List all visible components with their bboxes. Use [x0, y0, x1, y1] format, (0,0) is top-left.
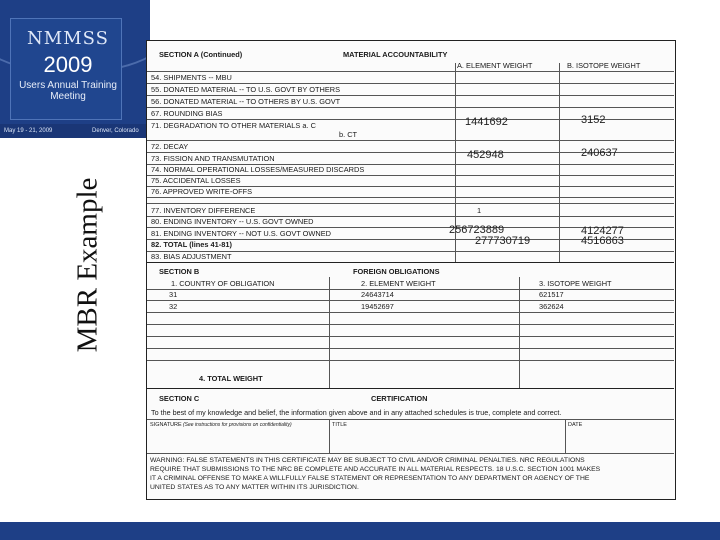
- col-element-header: 2. ELEMENT WEIGHT: [361, 279, 436, 288]
- rule: [147, 348, 674, 349]
- isotope-cell: 621517: [539, 290, 564, 299]
- line-71a-isotope: 3152: [581, 114, 606, 126]
- signature-note: (See instructions for provisions on confidentiality): [183, 422, 292, 428]
- warning-line: WARNING: FALSE STATEMENTS IN THIS CERTIFICATE MAY BE SUBJECT TO CIVIL AND/OR CRIMINAL PENALTIES. NRC REGULATIONS: [150, 457, 585, 464]
- col-b-header: B. ISOTOPE WEIGHT: [567, 61, 641, 70]
- line-label: 72. DECAY: [151, 142, 189, 151]
- rule: [147, 312, 674, 313]
- rule: [147, 360, 674, 361]
- line-label: 80. ENDING INVENTORY -- U.S. GOVT OWNED: [151, 217, 314, 226]
- line-81-element: 256723889: [449, 224, 505, 236]
- rule: [147, 324, 674, 325]
- rule: [147, 71, 674, 72]
- section-a-heading: MATERIAL ACCOUNTABILITY: [343, 50, 448, 59]
- line-label: 54. SHIPMENTS -- MBU: [151, 73, 232, 82]
- col-divider: [329, 419, 330, 453]
- rule: [147, 419, 674, 420]
- meeting-dates: May 19 - 21, 2009: [4, 128, 53, 134]
- line-82-isotope: 4516863: [581, 235, 624, 247]
- col-divider-b: [559, 63, 560, 263]
- signature-label: SIGNATURE: [150, 422, 182, 428]
- col-divider: [329, 277, 330, 389]
- col-isotope-header: 3. ISOTOPE WEIGHT: [539, 279, 612, 288]
- warning-line: UNITED STATES AS TO ANY MATTER WITHIN ITS JURISDICTION.: [150, 484, 359, 491]
- footer-bar: [0, 522, 720, 540]
- rule: [147, 203, 674, 204]
- logo-org-text: NMMSS: [27, 28, 109, 49]
- line-71a-element: 1441692: [465, 116, 508, 128]
- logo-subtitle: Users Annual Training Meeting: [19, 80, 117, 102]
- section-divider: [147, 388, 674, 389]
- rule: [147, 453, 674, 454]
- line-label: 56. DONATED MATERIAL -- TO OTHERS BY U.S. GOVT: [151, 97, 341, 106]
- rule: [147, 107, 674, 108]
- rule: [147, 95, 674, 96]
- line-73-isotope: 240637: [581, 147, 618, 159]
- line-label: 77. INVENTORY DIFFERENCE: [151, 206, 256, 215]
- section-b-title: SECTION B: [159, 267, 200, 276]
- section-c-title: SECTION C: [159, 394, 200, 403]
- line-label: 55. DONATED MATERIAL -- TO U.S. GOVT BY OTHERS: [151, 85, 341, 94]
- mbr-form: [146, 40, 676, 500]
- slide-title: [68, 150, 108, 380]
- warning-line: IT A CRIMINAL OFFENSE TO MAKE A WILLFULLY FALSE STATEMENT OR REPRESENTATION TO ANY DEPARTMENT OR AGENCY OF THE: [150, 475, 590, 482]
- element-cell: 24643714: [361, 290, 394, 299]
- col-country-header: 1. COUNTRY OF OBLIGATION: [171, 279, 275, 288]
- country-cell: 32: [169, 302, 178, 311]
- col-a-header: A. ELEMENT WEIGHT: [457, 61, 533, 70]
- logo-year: 2009: [43, 52, 93, 77]
- country-cell: 31: [169, 290, 178, 299]
- meeting-date-strip: [0, 124, 150, 138]
- col-divider: [519, 277, 520, 389]
- meeting-location: Denver, Colorado: [92, 128, 139, 134]
- total-weight-label: 4. TOTAL WEIGHT: [199, 374, 263, 383]
- line-label: 67. ROUNDING BIAS: [151, 109, 223, 118]
- section-a-title: SECTION A (Continued): [159, 50, 243, 59]
- conference-logo: [0, 0, 150, 135]
- section-c-heading: CERTIFICATION: [371, 394, 428, 403]
- line-82-element: 277730719: [475, 235, 531, 247]
- date-label: DATE: [568, 422, 583, 428]
- warning-line: REQUIRE THAT SUBMISSIONS TO THE NRC BE COMPLETE AND ACCURATE IN ALL MATERIAL RESPECTS. 18 U.S.C. SECTION 1001 MAKES: [150, 466, 601, 473]
- line-label: 83. BIAS ADJUSTMENT: [151, 252, 232, 261]
- line-label: 82. TOTAL (lines 41-81): [151, 240, 232, 249]
- line-label: 73. FISSION AND TRANSMUTATION: [151, 154, 275, 163]
- element-cell: 19452697: [361, 302, 394, 311]
- rule: [147, 336, 674, 337]
- line-73-element: 452948: [467, 149, 504, 161]
- rule: [147, 83, 674, 84]
- col-divider: [565, 419, 566, 453]
- line-label: 74. NORMAL OPERATIONAL LOSSES/MEASURED DISCARDS: [151, 165, 365, 174]
- certification-statement: To the best of my knowledge and belief, the information given above and in any attached schedules is true, complete and correct.: [151, 408, 562, 417]
- rule: [147, 140, 674, 141]
- rule: [147, 197, 674, 198]
- line-label: 76. APPROVED WRITE-OFFS: [151, 187, 253, 196]
- line-label: 81. ENDING INVENTORY -- NOT U.S. GOVT OWNED: [151, 229, 332, 238]
- section-b-heading: FOREIGN OBLIGATIONS: [353, 267, 440, 276]
- line-label: 75. ACCIDENTAL LOSSES: [151, 176, 241, 185]
- slide-title-text: MBR Example: [71, 177, 104, 353]
- title-label: TITLE: [332, 422, 347, 428]
- line-label: 71. DEGRADATION TO OTHER MATERIALS a. C: [151, 121, 316, 130]
- rule: [147, 289, 674, 290]
- rule: [147, 300, 674, 301]
- line-81-isotope: 4124277: [581, 225, 624, 237]
- isotope-cell: 362624: [539, 302, 564, 311]
- line-77-element: 1: [477, 206, 482, 215]
- line-label: b. CT: [339, 130, 358, 139]
- section-divider: [147, 262, 674, 263]
